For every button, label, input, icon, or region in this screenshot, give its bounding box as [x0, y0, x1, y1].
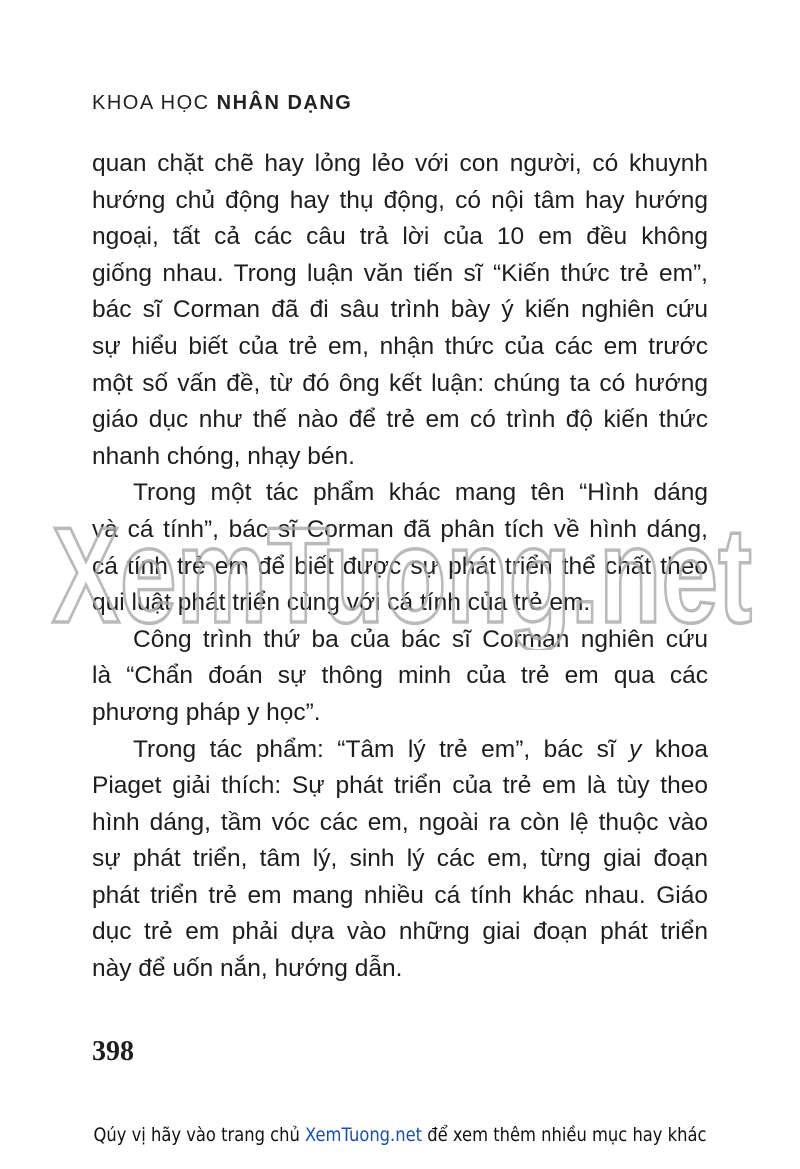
text-line: ngoại, tất cả các câu trả lời của 10 em đều không [92, 223, 708, 251]
footer-site-link[interactable]: XemTuong.net [305, 1124, 423, 1146]
text-line: quan chặt chẽ hay lỏng lẻo với con người, có khuynh [92, 150, 708, 177]
text-line: sự phát triển, tâm lý, sinh lý các em, từng giai đoạn [92, 845, 708, 873]
paragraph [92, 732, 708, 988]
text-line: giống nhau. Trong luận văn tiến sĩ “Kiến thức trẻ em”, [92, 259, 708, 287]
text-line: Trong tác phẩm: “Tâm lý trẻ em”, bác sĩ y khoa [133, 735, 708, 763]
text-line: qui luật phát triển cùng với cá tính của trẻ em. [92, 589, 591, 617]
text-line: Trong một tác phẩm khác mang tên “Hình dáng [133, 479, 708, 507]
paragraph [92, 622, 708, 732]
text-line: cá tính trẻ em để biết được sự phát triển thể chất theo [92, 552, 708, 580]
running-header [92, 92, 352, 115]
text-line: Piaget giải thích: Sự phát triển của trẻ em là tùy theo [92, 772, 708, 800]
running-header-prefix: KHOA HỌC [92, 92, 210, 114]
text-line: Công trình thứ ba của bác sĩ Corman nghiên cứu [133, 625, 708, 653]
text-line: hình dáng, tầm vóc các em, ngoài ra còn lệ thuộc vào [92, 808, 708, 836]
watermark-text: XemTuong.net [52, 500, 752, 650]
paragraph [92, 475, 708, 621]
text-line: bác sĩ Corman đã đi sâu trình bày ý kiến nghiên cứu [92, 296, 708, 324]
text-line: là “Chẩn đoán sự thông minh của trẻ em qua các [92, 662, 708, 690]
text-line: dục trẻ em phải dựa vào những giai đoạn phát triển [92, 918, 708, 946]
text-line: và cá tính”, bác sĩ Corman đã phân tích về hình dáng, [92, 515, 708, 543]
footer-note-suffix: để xem thêm nhiều mục hay khác [422, 1124, 707, 1146]
italic-word: y [629, 735, 642, 763]
text-line: phát triển trẻ em mang nhiều cá tính khác nhau. Giáo [92, 881, 708, 909]
footer-note [56, 1124, 744, 1146]
page-number: 398 [92, 1036, 134, 1067]
text-line: một số vấn đề, từ đó ông kết luận: chúng ta có hướng [92, 369, 708, 397]
text-line: giáo dục như thế nào để trẻ em có trình độ kiến thức [92, 406, 708, 434]
text-line: nhanh chóng, nhạy bén. [92, 442, 355, 470]
text-line: này để uốn nắn, hướng dẫn. [92, 955, 403, 983]
footer-note-prefix: Qúy vị hãy vào trang chủ [93, 1124, 306, 1146]
paragraph [92, 146, 708, 475]
text-line: sự hiểu biết của trẻ em, nhận thức của các em trước [92, 332, 708, 360]
body-text [92, 146, 708, 988]
running-header-title: NHÂN DẠNG [216, 92, 353, 114]
text-line: phương pháp y học”. [92, 698, 321, 726]
text-line: hướng chủ động hay thụ động, có nội tâm hay hướng [92, 186, 708, 214]
